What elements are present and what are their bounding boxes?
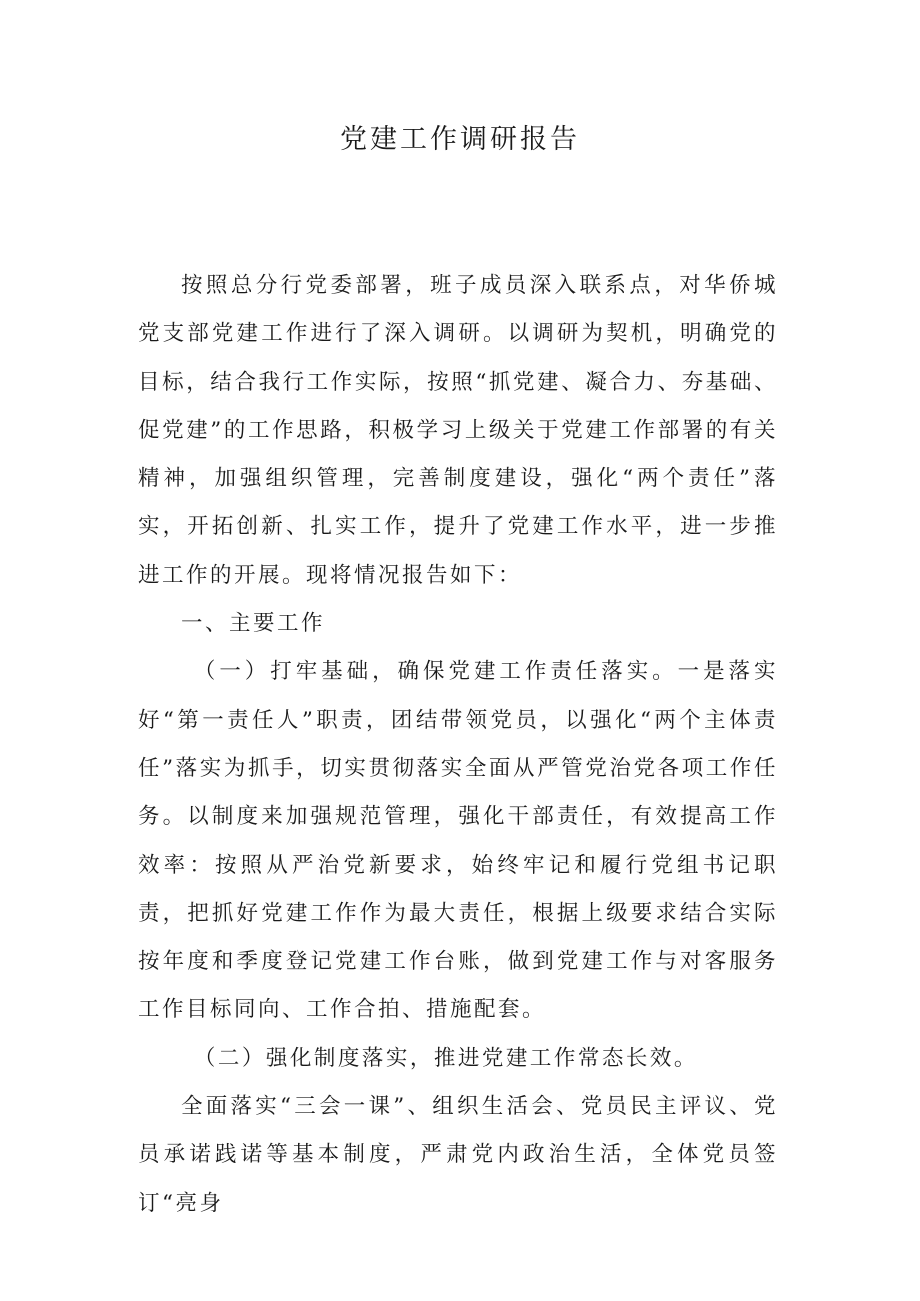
- section-heading-main-work: 一、主要工作: [181, 611, 326, 637]
- document-body: [138, 262, 778, 1228]
- intro-paragraph: 按照总分行党委部署，班子成员深入联系点，对华侨城党支部党建工作进行了深入调研。以调研为契机，明确党的目标，结合我行工作实际，按照“抓党建、凝合力、夯基础、促党建”的工作思路，积极学习上级关于党建工作部署的有关精神，加强组织管理，完善制度建设，强化“两个责任”落实，开拓创新、扎实工作，提升了党建工作水平，进一步推进工作的开展。现将情况报告如下：: [138, 273, 778, 588]
- item-heading-2: （二）强化制度落实，推进党建工作常态长效。: [193, 1045, 698, 1071]
- item-paragraph-2: 全面落实“三会一课”、组织生活会、党员民主评议、党员承诺践诺等基本制度，严肃党内政治生活，全体党员签订“亮身: [138, 1094, 778, 1216]
- item-paragraph-1: （一）打牢基础，确保党建工作责任落实。一是落实好“第一责任人”职责，团结带领党员，以强化“两个主体责任”落实为抓手，切实贯彻落实全面从严管党治党各项工作任务。以制度来加强规范管理，强化干部责任，有效提高工作效率：按照从严治党新要求，始终牢记和履行党组书记职责，把抓好党建工作作为最大责任，根据上级要求结合实际按年度和季度登记党建工作台账，做到党建工作与对客服务工作目标同向、工作合拍、措施配套。: [138, 659, 778, 1023]
- document-title: 党建工作调研报告: [340, 124, 580, 155]
